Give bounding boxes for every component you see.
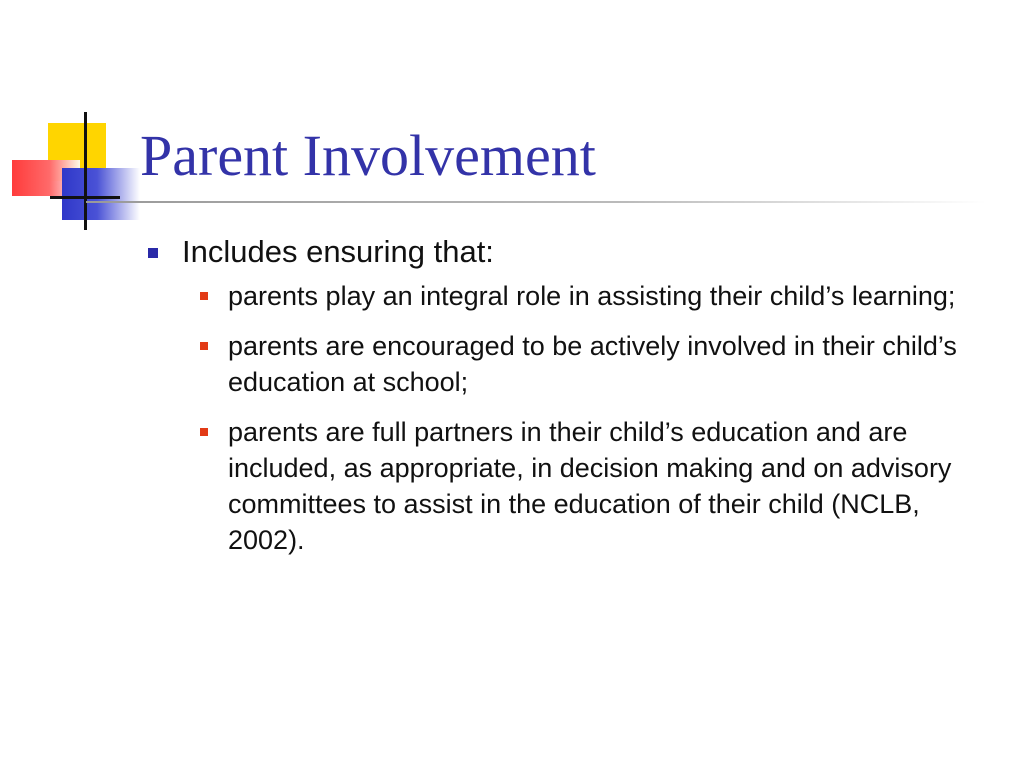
square-bullet-icon <box>148 248 158 258</box>
square-bullet-icon <box>200 428 208 436</box>
sub-bullet-text: parents are full partners in their child’s education and are included, as appropriate, in decision making and on advisory committees to assist in the education of their child (NCLB, 2002). <box>228 417 952 555</box>
sub-bullet-text: parents are encouraged to be actively involved in their child’s education at school; <box>228 331 957 397</box>
square-bullet-icon <box>200 292 208 300</box>
bullet-level1 <box>148 232 998 272</box>
sub-bullet-list <box>148 278 998 558</box>
horizontal-line <box>50 196 120 199</box>
title-underline <box>86 201 986 203</box>
decorative-squares-logo-icon <box>0 0 150 240</box>
bullet-level1-text: Includes ensuring that: <box>182 234 494 269</box>
sub-bullet-text: parents play an integral role in assisting their child’s learning; <box>228 281 956 311</box>
sub-bullet-item <box>148 278 998 314</box>
sub-bullet-item <box>148 414 998 558</box>
slide-content <box>148 232 998 572</box>
slide-title: Parent Involvement <box>140 123 596 188</box>
vertical-line <box>84 112 87 230</box>
blue-square <box>62 168 140 220</box>
square-bullet-icon <box>200 342 208 350</box>
sub-bullet-item <box>148 328 998 400</box>
